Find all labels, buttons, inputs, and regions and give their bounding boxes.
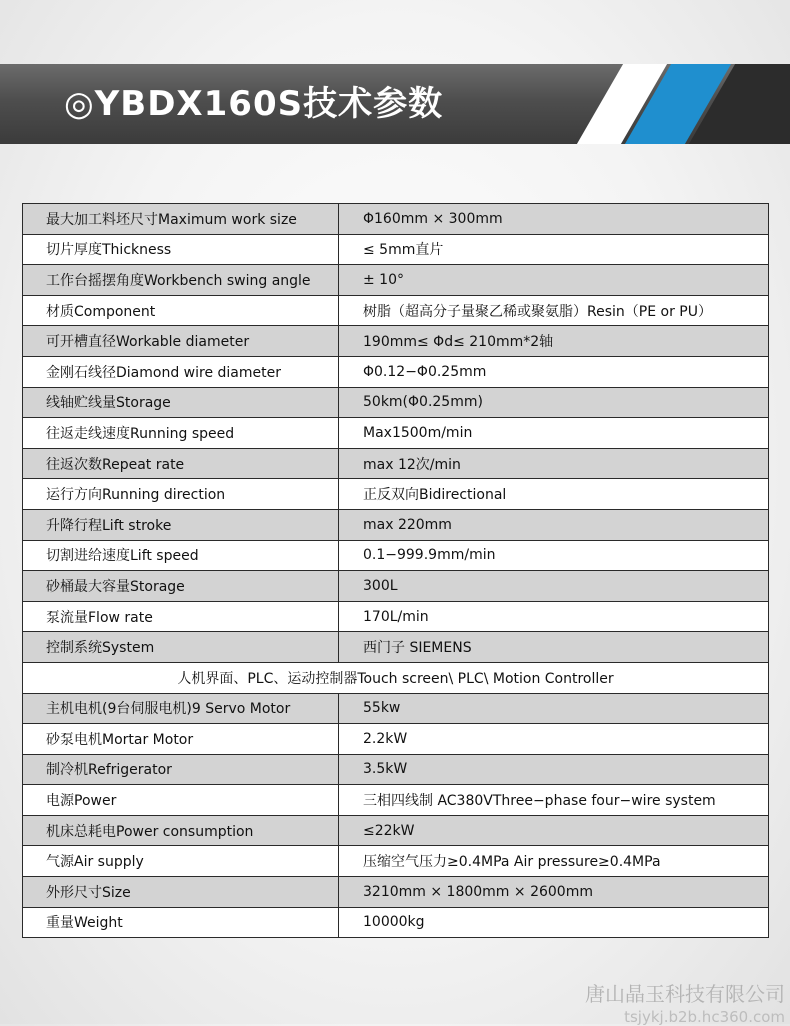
table-row [23, 632, 769, 663]
spec-label: 切片厚度Thickness [23, 234, 339, 265]
spec-value: max 12次/min [339, 448, 769, 479]
table-row [23, 479, 769, 510]
spec-value: 树脂（超高分子量聚乙稀或聚氨脂）Resin（PE or PU） [339, 295, 769, 326]
spec-value: 西门子 SIEMENS [339, 632, 769, 663]
spec-value: 3210mm × 1800mm × 2600mm [339, 877, 769, 908]
spec-full-cell: 人机界面、PLC、运动控制器Touch screen\ PLC\ Motion Controller [23, 662, 769, 693]
spec-value: 压缩空气压力≥0.4MPa Air pressure≥0.4MPa [339, 846, 769, 877]
table-row [23, 754, 769, 785]
table-row [23, 418, 769, 449]
spec-value: max 220mm [339, 509, 769, 540]
spec-label: 工作台摇摆角度Workbench swing angle [23, 265, 339, 296]
spec-label: 最大加工料坯尺寸Maximum work size [23, 204, 339, 235]
spec-label: 砂桶最大容量Storage [23, 571, 339, 602]
table-row [23, 846, 769, 877]
footer-url: tsjykj.b2b.hc360.com [624, 1008, 785, 1026]
table-row [23, 448, 769, 479]
page-title: ◎YBDX160S技术参数 [64, 84, 444, 124]
table-row [23, 601, 769, 632]
table-row [23, 540, 769, 571]
table-row [23, 662, 769, 693]
spec-value: 0.1−999.9mm/min [339, 540, 769, 571]
table-row [23, 204, 769, 235]
spec-label: 制冷机Refrigerator [23, 754, 339, 785]
spec-value: 正反双向Bidirectional [339, 479, 769, 510]
spec-label: 外形尺寸Size [23, 877, 339, 908]
table-row [23, 907, 769, 938]
table-row [23, 815, 769, 846]
spec-label: 往返次数Repeat rate [23, 448, 339, 479]
table-row [23, 387, 769, 418]
spec-value: 190mm≤ Φd≤ 210mm*2轴 [339, 326, 769, 357]
spec-label: 机床总耗电Power consumption [23, 815, 339, 846]
table-row [23, 356, 769, 387]
spec-label: 可开槽直径Workable diameter [23, 326, 339, 357]
spec-label: 主机电机(9台伺服电机)9 Servo Motor [23, 693, 339, 724]
title-banner [0, 64, 790, 144]
company-name: 唐山晶玉科技有限公司 [585, 982, 785, 1006]
table-row [23, 234, 769, 265]
spec-value: ≤ 5mm直片 [339, 234, 769, 265]
spec-value: 300L [339, 571, 769, 602]
spec-table [22, 203, 769, 938]
spec-value: Max1500m/min [339, 418, 769, 449]
spec-value: Φ160mm × 300mm [339, 204, 769, 235]
table-row [23, 326, 769, 357]
spec-label: 泵流量Flow rate [23, 601, 339, 632]
spec-label: 运行方向Running direction [23, 479, 339, 510]
table-row [23, 265, 769, 296]
spec-value: 10000kg [339, 907, 769, 938]
spec-label: 重量Weight [23, 907, 339, 938]
spec-label: 升降行程Lift stroke [23, 509, 339, 540]
table-row [23, 785, 769, 816]
spec-value: 50km(Φ0.25mm) [339, 387, 769, 418]
footer [535, 978, 785, 1026]
table-row [23, 295, 769, 326]
spec-label: 切割进给速度Lift speed [23, 540, 339, 571]
spec-value: ≤22kW [339, 815, 769, 846]
spec-value: 170L/min [339, 601, 769, 632]
spec-label: 线轴贮线量Storage [23, 387, 339, 418]
spec-value: ± 10° [339, 265, 769, 296]
table-row [23, 724, 769, 755]
table-row [23, 877, 769, 908]
spec-value: 55kw [339, 693, 769, 724]
table-row [23, 509, 769, 540]
spec-label: 砂泵电机Mortar Motor [23, 724, 339, 755]
spec-label: 电源Power [23, 785, 339, 816]
table-row [23, 693, 769, 724]
spec-label: 控制系统System [23, 632, 339, 663]
spec-label: 金刚石线径Diamond wire diameter [23, 356, 339, 387]
spec-label: 气源Air supply [23, 846, 339, 877]
spec-value: 三相四线制 AC380VThree−phase four−wire system [339, 785, 769, 816]
spec-value: Φ0.12−Φ0.25mm [339, 356, 769, 387]
spec-value: 3.5kW [339, 754, 769, 785]
spec-value: 2.2kW [339, 724, 769, 755]
table-row [23, 571, 769, 602]
spec-label: 往返走线速度Running speed [23, 418, 339, 449]
spec-label: 材质Component [23, 295, 339, 326]
